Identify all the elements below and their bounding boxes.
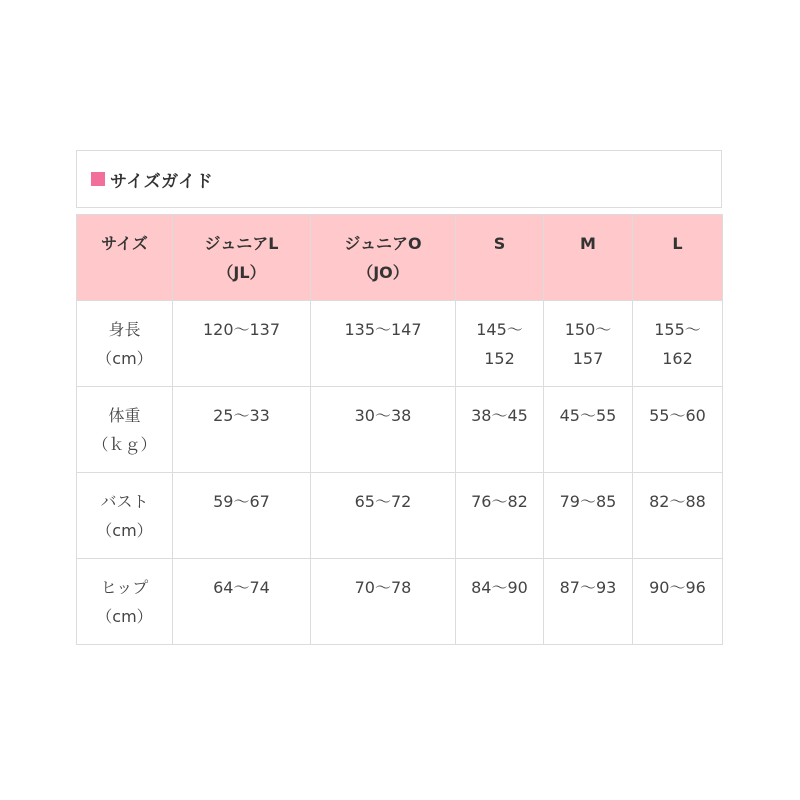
row-label-line: （cm） xyxy=(96,521,153,540)
cell-line: 30〜38 xyxy=(354,406,412,425)
row-label-line: （ｋｇ） xyxy=(92,435,157,454)
cell-line: 76〜82 xyxy=(471,492,528,511)
table-cell xyxy=(173,473,311,559)
cell-line: 59〜67 xyxy=(213,492,270,511)
row-label-line: ヒップ xyxy=(100,578,149,597)
cell-line: 45〜55 xyxy=(559,406,617,425)
size-table xyxy=(76,214,723,645)
row-label-line: 体重 xyxy=(108,406,141,425)
table-cell xyxy=(544,473,633,559)
row-label-line: （cm） xyxy=(96,607,153,626)
cell-line: 120〜137 xyxy=(202,320,281,339)
cell-line: 55〜60 xyxy=(649,406,706,425)
table-cell xyxy=(456,301,544,387)
table-cell xyxy=(311,559,456,645)
header-line: ジュニアO xyxy=(344,234,422,253)
cell-line: 87〜93 xyxy=(559,578,617,597)
cell-line: 155〜 xyxy=(654,320,701,339)
cell-line: 162 xyxy=(662,349,693,368)
table-cell xyxy=(633,387,723,473)
cell-line: 38〜45 xyxy=(471,406,528,425)
header-line: ジュニアL xyxy=(204,234,279,253)
row-label-line: （cm） xyxy=(96,349,153,368)
table-cell xyxy=(173,301,311,387)
table-row-bust xyxy=(77,473,723,559)
header-s xyxy=(456,215,544,301)
row-label-height xyxy=(77,301,173,387)
header-line: L xyxy=(672,234,683,253)
header-line: （JL） xyxy=(217,263,266,282)
size-guide-title-bar xyxy=(76,150,722,208)
header-line: S xyxy=(493,234,506,253)
page-title: サイズガイド xyxy=(110,171,214,192)
row-label-weight xyxy=(77,387,173,473)
header-line: サイズ xyxy=(101,234,148,253)
header-junior-l xyxy=(173,215,311,301)
pink-square-icon xyxy=(91,172,105,186)
table-cell xyxy=(633,559,723,645)
header-junior-o xyxy=(311,215,456,301)
table-cell xyxy=(633,473,723,559)
header-line: M xyxy=(580,234,596,253)
table-row-height xyxy=(77,301,723,387)
row-label-hip xyxy=(77,559,173,645)
size-guide xyxy=(76,150,722,645)
cell-line: 65〜72 xyxy=(354,492,412,511)
cell-line: 150〜 xyxy=(564,320,612,339)
table-cell xyxy=(311,301,456,387)
cell-line: 135〜147 xyxy=(344,320,422,339)
cell-line: 79〜85 xyxy=(559,492,617,511)
table-cell xyxy=(456,559,544,645)
row-label-line: 身長 xyxy=(108,320,141,339)
header-line: （JO） xyxy=(357,263,409,282)
cell-line: 152 xyxy=(484,349,515,368)
row-label-line: バスト xyxy=(100,492,149,511)
table-cell xyxy=(544,301,633,387)
table-cell xyxy=(173,559,311,645)
table-cell xyxy=(633,301,723,387)
table-cell xyxy=(173,387,311,473)
header-m xyxy=(544,215,633,301)
cell-line: 82〜88 xyxy=(649,492,706,511)
cell-line: 84〜90 xyxy=(471,578,528,597)
table-row-hip xyxy=(77,559,723,645)
table-cell xyxy=(311,387,456,473)
cell-line: 90〜96 xyxy=(649,578,706,597)
cell-line: 64〜74 xyxy=(213,578,270,597)
table-cell xyxy=(544,387,633,473)
table-cell xyxy=(456,473,544,559)
table-cell xyxy=(544,559,633,645)
table-row-weight xyxy=(77,387,723,473)
table-cell xyxy=(456,387,544,473)
header-size xyxy=(77,215,173,301)
cell-line: 25〜33 xyxy=(213,406,270,425)
cell-line: 70〜78 xyxy=(354,578,412,597)
row-label-bust xyxy=(77,473,173,559)
cell-line: 145〜 xyxy=(476,320,523,339)
table-header-row xyxy=(77,215,723,301)
table-cell xyxy=(311,473,456,559)
header-l xyxy=(633,215,723,301)
cell-line: 157 xyxy=(572,349,604,368)
